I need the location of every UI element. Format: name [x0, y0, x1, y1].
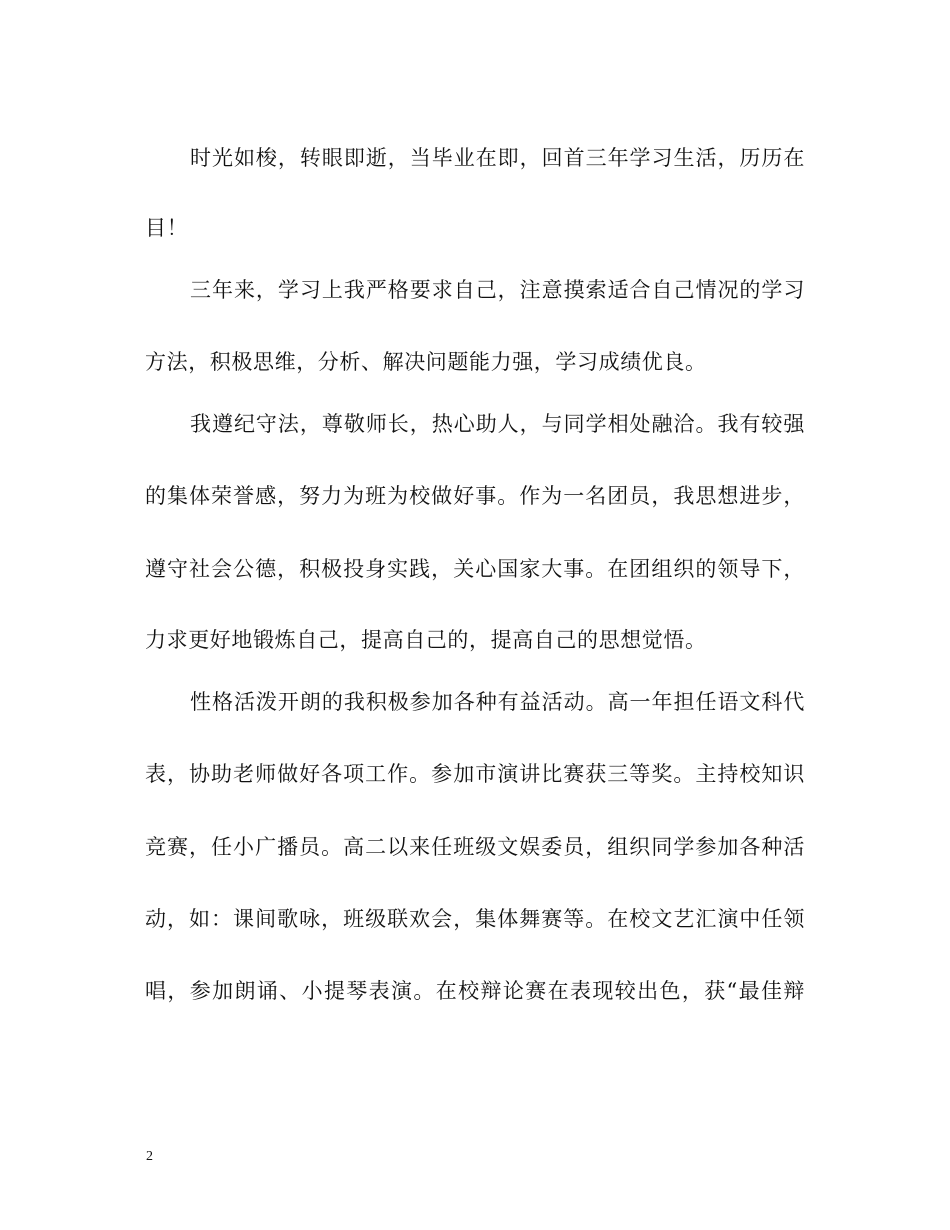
paragraph-2-line-2: 方法，积极思维，分析、解决问题能力强，学习成绩优良。 [145, 350, 707, 374]
page-number: 2 [146, 1149, 153, 1164]
paragraph-3-line-2: 的集体荣誉感，努力为班为校做好事。作为一名团员，我思想进步， [145, 484, 805, 508]
paragraph-1-line-1: 时光如梭，转眼即逝，当毕业在即，回首三年学习生活，历历在 [190, 146, 805, 170]
paragraph-4-line-1: 性格活泼开朗的我积极参加各种有益活动。高一年担任语文科代 [190, 690, 805, 714]
paragraph-3-line-3: 遵守社会公德，积极投身实践，关心国家大事。在团组织的领导下， [145, 557, 805, 581]
paragraph-1-line-2: 目！ [145, 216, 189, 240]
paragraph-4-line-4: 动，如：课间歌咏，班级联欢会，集体舞赛等。在校文艺汇演中任领 [145, 907, 805, 931]
paragraph-4-line-5: 唱，参加朗诵、小提琴表演。在校辩论赛在表现较出色，获“最佳辩 [145, 979, 805, 1003]
paragraph-2-line-1: 三年来，学习上我严格要求自己，注意摸索适合自己情况的学习 [190, 278, 805, 302]
paragraph-3-line-4: 力求更好地锻炼自己，提高自己的，提高自己的思想觉悟。 [145, 628, 707, 652]
paragraph-4-line-3: 竞赛，任小广播员。高二以来任班级文娱委员，组织同学参加各种活 [145, 835, 805, 859]
paragraph-3-line-1: 我遵纪守法，尊敬师长，热心助人，与同学相处融洽。我有较强 [190, 412, 805, 436]
paragraph-4-line-2: 表，协助老师做好各项工作。参加市演讲比赛获三等奖。主持校知识 [145, 762, 805, 786]
